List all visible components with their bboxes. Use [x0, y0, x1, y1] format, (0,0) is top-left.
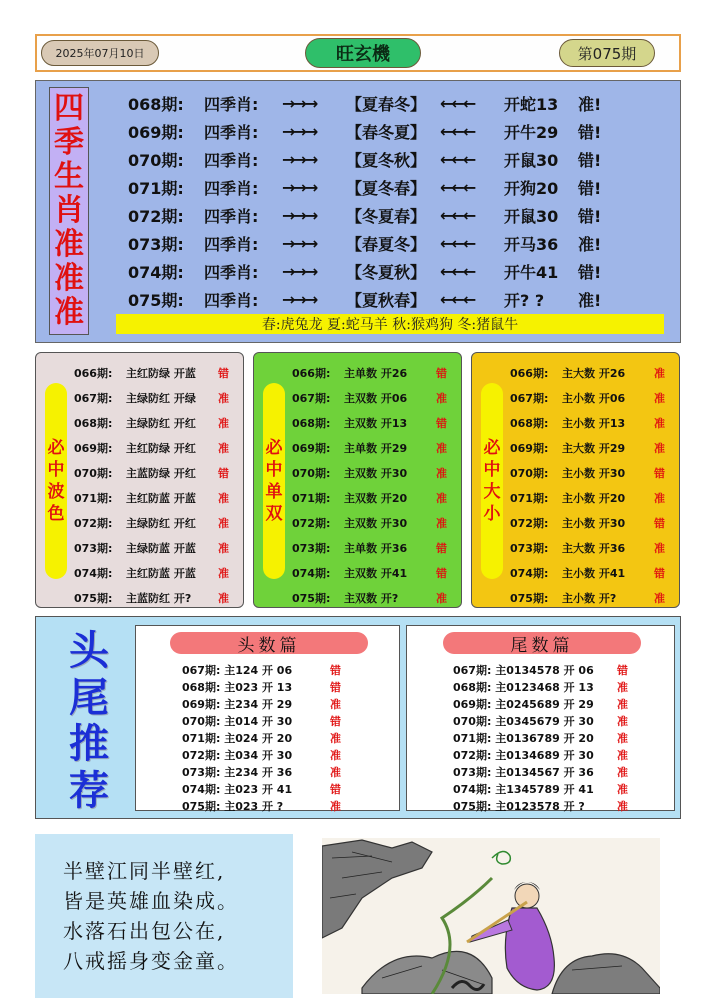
list-item [292, 385, 458, 410]
verdict: 准 [617, 714, 628, 728]
verdict: 准 [330, 731, 341, 745]
arrow-left: ←←← [440, 93, 475, 113]
pick: 主小数 开13 [562, 416, 626, 430]
result: 开? ? [504, 290, 545, 310]
label-char: 中 [47, 459, 65, 480]
period: 075期: [74, 591, 113, 605]
list-item [510, 460, 676, 485]
poem-line: 皆是英雄血染成。 [63, 889, 239, 913]
pick: 075期: 主023 开 ? [182, 799, 284, 813]
list-item [74, 435, 240, 460]
label-char: 推 [69, 720, 109, 768]
list-item [74, 535, 240, 560]
period: 071期: [128, 178, 184, 198]
label-char: 大 [483, 482, 501, 502]
label-char: 小 [483, 504, 501, 525]
pick: 主小数 开20 [562, 491, 626, 505]
arrow-left: ←←← [440, 289, 475, 309]
verdict: 准 [330, 765, 341, 779]
arrow-right: →→→ [282, 149, 317, 169]
verdict: 准 [617, 697, 628, 711]
verdict: 准 [654, 591, 665, 605]
pick: 070期: 主014 开 30 [182, 714, 293, 728]
result: 开狗20 [504, 178, 559, 198]
wave-color-box [35, 352, 244, 608]
period: 068期: [510, 416, 549, 430]
list-item [182, 661, 392, 678]
period: 068期: [74, 416, 113, 430]
pick: 073期: 主0134567 开 36 [453, 765, 594, 779]
arrow-left: ←←← [440, 177, 475, 197]
list-item [292, 510, 458, 535]
verdict: 准 [617, 731, 628, 745]
list-item [74, 385, 240, 410]
date-badge: 2025年07月10日 [41, 40, 159, 66]
label-char: 双 [265, 504, 283, 525]
pick: 主双数 开30 [344, 466, 408, 480]
zodiac-section [35, 80, 681, 343]
period: 073期: [292, 541, 331, 555]
verdict: 错 [330, 714, 341, 728]
list-item [182, 780, 392, 797]
list-item [453, 712, 668, 729]
row-label: 四季肖: [204, 234, 259, 254]
period: 074期: [292, 566, 331, 580]
list-item [292, 535, 458, 560]
period: 070期: [128, 150, 184, 170]
list-item [510, 585, 676, 610]
verdict: 错 [617, 663, 628, 677]
zodiac-row [128, 201, 668, 229]
verdict: 准! [578, 234, 602, 254]
row-label: 四季肖: [204, 150, 259, 170]
period: 070期: [510, 466, 549, 480]
verdict: 错 [654, 566, 665, 580]
pick: 067期: 主124 开 06 [182, 663, 293, 677]
list-item [510, 560, 676, 585]
result: 开鼠30 [504, 150, 559, 170]
list-item [182, 695, 392, 712]
list-item [453, 695, 668, 712]
pick: 主双数 开06 [344, 391, 408, 405]
period: 069期: [292, 441, 331, 455]
header-bar [35, 34, 681, 72]
period: 068期: [128, 94, 184, 114]
pick: 070期: 主0345679 开 30 [453, 714, 594, 728]
verdict: 准 [330, 799, 341, 813]
label-char: 准 [54, 295, 84, 330]
verdict: 错 [654, 516, 665, 530]
pick: 主红防绿 开蓝 [126, 366, 196, 380]
big-small-label [481, 383, 503, 579]
issue-badge: 第075期 [559, 39, 655, 67]
head-number-rows [182, 661, 392, 814]
verdict: 错 [218, 466, 229, 480]
pick: 主大数 开26 [562, 366, 626, 380]
pick: 主双数 开30 [344, 516, 408, 530]
pick: 主小数 开06 [562, 391, 626, 405]
verdict: 准 [436, 591, 447, 605]
zodiac-row [128, 173, 668, 201]
verdict: 准 [218, 516, 229, 530]
arrow-right: →→→ [282, 177, 317, 197]
period: 066期: [74, 366, 113, 380]
verdict: 准 [436, 441, 447, 455]
verdict: 准 [218, 416, 229, 430]
label-char: 四 [54, 91, 84, 126]
verdict: 准 [654, 491, 665, 505]
label-char: 单 [265, 482, 283, 502]
pick: 069期: 主0245689 开 29 [453, 697, 594, 711]
list-item [510, 360, 676, 385]
page-title: 旺玄機 [305, 38, 421, 68]
poem-line: 水落石出包公在, [63, 919, 226, 943]
period: 071期: [74, 491, 113, 505]
list-item [182, 746, 392, 763]
zodiac-row [128, 229, 668, 257]
head-tail-label [48, 627, 130, 814]
zodiac-rows [128, 89, 668, 313]
list-item [292, 485, 458, 510]
arrow-left: ←←← [440, 233, 475, 253]
tail-number-panel [406, 625, 675, 811]
verdict: 准 [330, 697, 341, 711]
period: 066期: [292, 366, 331, 380]
result: 开牛41 [504, 262, 559, 282]
verdict: 准 [617, 680, 628, 694]
arrow-left: ←←← [440, 205, 475, 225]
odd-even-rows [292, 360, 458, 610]
period: 069期: [74, 441, 113, 455]
arrow-left: ←←← [440, 261, 475, 281]
pick: 主小数 开30 [562, 516, 626, 530]
list-item [292, 560, 458, 585]
verdict: 准! [578, 94, 602, 114]
pick: 069期: 主234 开 29 [182, 697, 293, 711]
arrow-right: →→→ [282, 93, 317, 113]
period: 075期: [510, 591, 549, 605]
period: 070期: [74, 466, 113, 480]
list-item [74, 360, 240, 385]
wave-color-label [45, 383, 67, 579]
list-item [182, 729, 392, 746]
verdict: 准 [654, 441, 665, 455]
zodiac-row [128, 145, 668, 173]
list-item [453, 763, 668, 780]
pick: 主蓝防红 开? [126, 591, 192, 605]
verdict: 准 [654, 416, 665, 430]
poem-line: 八戒摇身变金童。 [63, 949, 239, 973]
verdict: 准 [436, 491, 447, 505]
pick: 主单数 开26 [344, 366, 408, 380]
pick: 072期: 主0134689 开 30 [453, 748, 594, 762]
pick: 主双数 开20 [344, 491, 408, 505]
pick: 主蓝防绿 开红 [126, 466, 196, 480]
list-item [292, 360, 458, 385]
label-char: 肖 [54, 193, 84, 228]
period: 067期: [292, 391, 331, 405]
tail-number-title: 尾数篇 [443, 632, 641, 654]
pick: 主大数 开36 [562, 541, 626, 555]
period: 067期: [74, 391, 113, 405]
odd-even-box [253, 352, 462, 608]
pick: 主红防蓝 开蓝 [126, 566, 196, 580]
tail-number-rows [453, 661, 668, 814]
list-item [292, 435, 458, 460]
period: 068期: [292, 416, 331, 430]
row-label: 四季肖: [204, 206, 259, 226]
period: 071期: [510, 491, 549, 505]
pick: 主红防绿 开红 [126, 441, 196, 455]
period: 066期: [510, 366, 549, 380]
lady-head [515, 884, 539, 908]
verdict: 错! [578, 150, 602, 170]
label-char: 中 [483, 459, 501, 480]
pick: 067期: 主0134578 开 06 [453, 663, 594, 677]
period: 073期: [128, 234, 184, 254]
period: 074期: [74, 566, 113, 580]
poem-line: 半壁江同半壁红, [63, 859, 226, 883]
period: 072期: [74, 516, 113, 530]
list-item [510, 485, 676, 510]
verdict: 错! [578, 122, 602, 142]
pick: 072期: 主034 开 30 [182, 748, 293, 762]
verdict: 准! [578, 290, 602, 310]
verdict: 错 [330, 680, 341, 694]
period: 075期: [292, 591, 331, 605]
list-item [510, 535, 676, 560]
period: 075期: [128, 290, 184, 310]
list-item [510, 435, 676, 460]
label-char: 荐 [69, 766, 109, 814]
pick: 068期: 主023 开 13 [182, 680, 293, 694]
head-number-panel [135, 625, 400, 811]
wave-color-rows [74, 360, 240, 610]
big-small-box [471, 352, 680, 608]
label-char: 必 [265, 437, 283, 458]
period: 073期: [510, 541, 549, 555]
label-char: 色 [47, 504, 65, 525]
verdict: 准 [617, 748, 628, 762]
verdict: 错 [436, 541, 447, 555]
period: 071期: [292, 491, 331, 505]
period: 074期: [128, 262, 184, 282]
verdict: 错 [218, 366, 229, 380]
list-item [74, 410, 240, 435]
pick: 068期: 主0123468 开 13 [453, 680, 594, 694]
label-char: 准 [54, 261, 84, 296]
pick: 主单数 开29 [344, 441, 408, 455]
list-item [453, 797, 668, 814]
label-char: 准 [54, 227, 84, 262]
list-item [510, 410, 676, 435]
illustration-svg [322, 838, 660, 994]
list-item [182, 763, 392, 780]
result: 开牛29 [504, 122, 559, 142]
verdict: 错 [330, 782, 341, 796]
verdict: 准 [617, 799, 628, 813]
list-item [182, 712, 392, 729]
list-item [453, 678, 668, 695]
list-item [292, 585, 458, 610]
label-char: 头 [69, 627, 109, 674]
label-char: 中 [265, 459, 283, 480]
row-label: 四季肖: [204, 262, 259, 282]
list-item [510, 385, 676, 410]
period: 073期: [74, 541, 113, 555]
pick: 主绿防蓝 开蓝 [126, 541, 196, 555]
lady-with-flute-illustration [322, 838, 660, 994]
pick: 071期: 主0136789 开 20 [453, 731, 594, 745]
pick: 071期: 主024 开 20 [182, 731, 293, 745]
pick: 主双数 开? [344, 591, 399, 605]
verdict: 准 [218, 566, 229, 580]
verdict: 错! [578, 262, 602, 282]
verdict: 错 [436, 566, 447, 580]
verdict: 错 [330, 663, 341, 677]
seasons-legend: 春:虎兔龙 夏:蛇马羊 秋:猴鸡狗 冬:猪鼠牛 [116, 314, 664, 334]
pick: 075期: 主0123578 开 ? [453, 799, 585, 813]
row-label: 四季肖: [204, 122, 259, 142]
pick: 主双数 开13 [344, 416, 408, 430]
verdict: 准 [330, 748, 341, 762]
list-item [74, 460, 240, 485]
list-item [74, 485, 240, 510]
row-label: 四季肖: [204, 290, 259, 310]
pick: 主小数 开30 [562, 466, 626, 480]
verdict: 准 [218, 391, 229, 405]
period: 072期: [292, 516, 331, 530]
row-label: 四季肖: [204, 178, 259, 198]
pick: 主小数 开41 [562, 566, 626, 580]
zodiac-row [128, 285, 668, 313]
list-item [292, 410, 458, 435]
verdict: 准 [654, 541, 665, 555]
pick: 主绿防红 开绿 [126, 391, 196, 405]
verdict: 准 [436, 466, 447, 480]
zodiac-row [128, 117, 668, 145]
verdict: 准 [654, 366, 665, 380]
period: 072期: [510, 516, 549, 530]
list-item [74, 560, 240, 585]
head-number-title: 头数篇 [170, 632, 368, 654]
result: 开马36 [504, 234, 559, 254]
result: 开蛇13 [504, 94, 559, 114]
arrow-left: ←←← [440, 121, 475, 141]
pick: 074期: 主023 开 41 [182, 782, 293, 796]
zodiac-row [128, 257, 668, 285]
big-small-rows [510, 360, 676, 610]
zodiac-section-label [49, 87, 89, 335]
odd-even-label [263, 383, 285, 579]
period: 070期: [292, 466, 331, 480]
period: 074期: [510, 566, 549, 580]
pick: 主双数 开41 [344, 566, 408, 580]
verdict: 错! [578, 178, 602, 198]
head-tail-section [35, 616, 681, 819]
verdict: 错 [436, 366, 447, 380]
verdict: 错 [654, 466, 665, 480]
arrow-right: →→→ [282, 121, 317, 141]
arrow-right: →→→ [282, 261, 317, 281]
label-char: 必 [47, 437, 65, 458]
list-item [74, 510, 240, 535]
seasons: 【春夏冬】 [346, 234, 427, 254]
pick: 主单数 开36 [344, 541, 408, 555]
list-item [453, 780, 668, 797]
pick: 073期: 主234 开 36 [182, 765, 293, 779]
period: 069期: [128, 122, 184, 142]
zodiac-row [128, 89, 668, 117]
seasons: 【夏春冬】 [346, 94, 427, 114]
seasons: 【夏秋春】 [346, 290, 427, 310]
row-label: 四季肖: [204, 94, 259, 114]
verdict: 错! [578, 206, 602, 226]
verdict: 准 [218, 541, 229, 555]
result: 开鼠30 [504, 206, 559, 226]
list-item [292, 460, 458, 485]
period: 072期: [128, 206, 184, 226]
arrow-left: ←←← [440, 149, 475, 169]
list-item [510, 510, 676, 535]
period: 069期: [510, 441, 549, 455]
label-char: 尾 [69, 673, 109, 721]
verdict: 准 [436, 516, 447, 530]
poem-box [35, 834, 293, 998]
period: 067期: [510, 391, 549, 405]
verdict: 准 [617, 765, 628, 779]
pick: 主大数 开29 [562, 441, 626, 455]
pick: 主绿防红 开红 [126, 516, 196, 530]
verdict: 准 [218, 491, 229, 505]
list-item [453, 729, 668, 746]
list-item [182, 678, 392, 695]
label-char: 生 [54, 159, 84, 194]
seasons: 【冬夏秋】 [346, 262, 427, 282]
arrow-right: →→→ [282, 289, 317, 309]
verdict: 准 [218, 441, 229, 455]
label-char: 必 [483, 437, 501, 458]
pick: 074期: 主1345789 开 41 [453, 782, 594, 796]
seasons: 【夏冬春】 [346, 178, 427, 198]
pick: 主红防蓝 开蓝 [126, 491, 196, 505]
verdict: 准 [617, 782, 628, 796]
verdict: 准 [436, 391, 447, 405]
seasons: 【冬夏春】 [346, 206, 427, 226]
list-item [453, 661, 668, 678]
seasons: 【夏冬秋】 [346, 150, 427, 170]
arrow-right: →→→ [282, 233, 317, 253]
pick: 主绿防红 开红 [126, 416, 196, 430]
verdict: 错 [436, 416, 447, 430]
verdict: 准 [218, 591, 229, 605]
pick: 主小数 开? [562, 591, 617, 605]
list-item [453, 746, 668, 763]
list-item [182, 797, 392, 814]
label-char: 季 [54, 125, 84, 160]
label-char: 波 [47, 482, 65, 502]
arrow-right: →→→ [282, 205, 317, 225]
seasons: 【春冬夏】 [346, 122, 427, 142]
list-item [74, 585, 240, 610]
verdict: 准 [654, 391, 665, 405]
